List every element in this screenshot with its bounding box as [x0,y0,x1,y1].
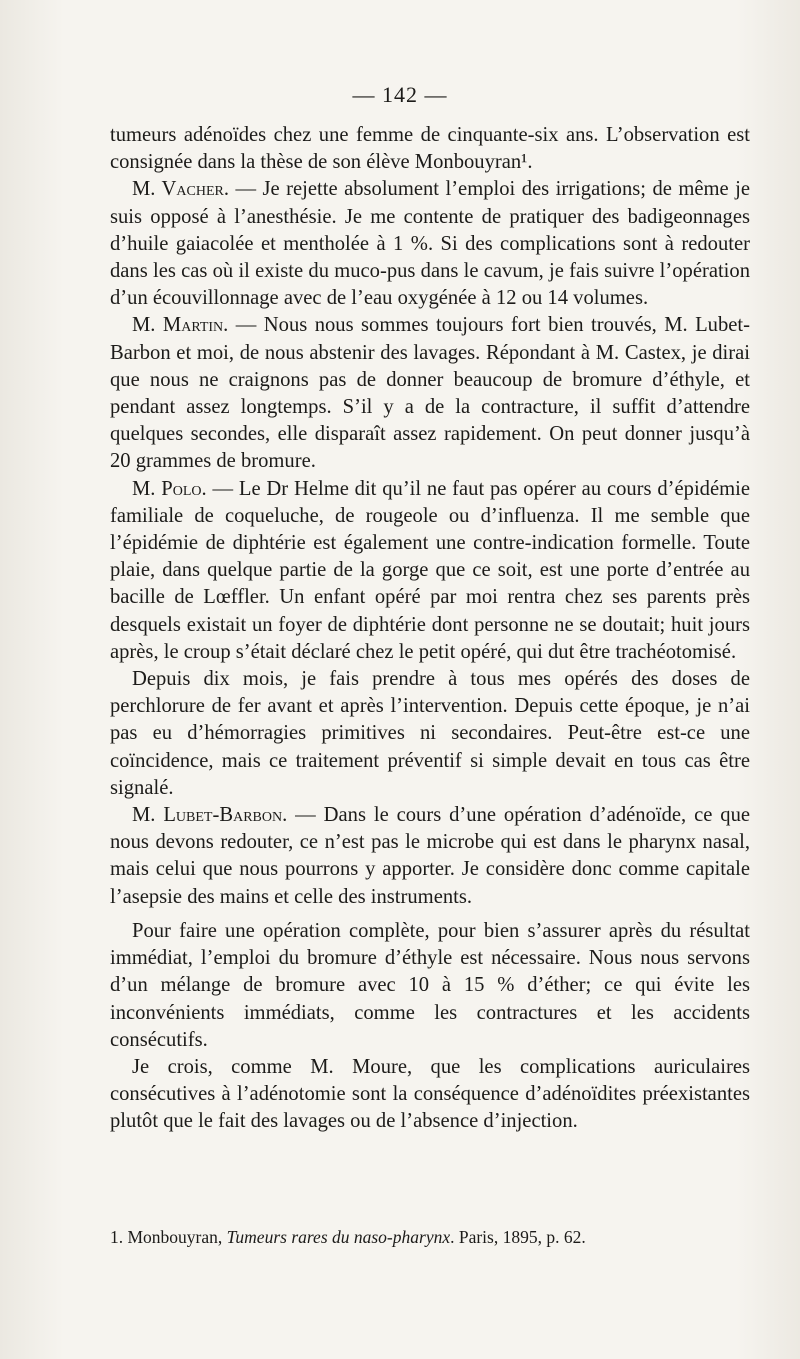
speaker-name: M. Vacher. [132,178,230,201]
footnote-citation: . Paris, 1895, p. 62. [450,1227,586,1247]
paragraph-polo-continued: Depuis dix mois, je fais prendre à tous mes opérés des doses de perchlorure de fer avant et après l’intervention. Depuis cette époque, je n’ai pas eu d’hémorragies primitives ni secondaires. Peut-être est-ce une coïncidence, mais ce traitement préventif si simple devait en tous cas être signalé. [110,668,750,799]
footnote-marker: 1. [110,1227,124,1247]
page-number: — 142 — [352,82,448,107]
paragraph-lubet-barbon-continued: Pour faire une opération complète, pour bien s’assurer après du résultat immédiat, l’emploi du bromure d’éthyle est nécessaire. Nous nous servons d’un mélange de bromure avec 10 à 15 % d’éther; ce qui évite les inconvénients immédiats, comme les contractures et les accidents consécutifs. [110,919,750,1051]
footnote-author: Monbouyran, [123,1227,227,1247]
paragraph-text: — Je rejette absolument l’emploi des irrigations; de même je suis opposé à l’anesthésie. Je me contente de pratiquer des badigeonnages d’huile gaiacolée et mentholée à 1 %. Si des complications sont à redouter dans les cas où il existe du muco-pus dans le cavum, je fais suivre l’opération d’un écouvillonnage avec de l’eau oxygénée à 12 ou 14 volumes. [110,178,750,310]
paragraph-polo [110,476,750,666]
footnote-title: Tumeurs rares du naso-pharynx [226,1227,451,1247]
speaker-name: M. Lubet-Barbon. [132,804,288,827]
speaker-name: M. Martin. [132,314,229,337]
paragraph-vacher [110,176,750,312]
paragraph-martin [110,312,750,475]
body-text [110,122,750,1136]
paragraph-text: — Le Dr Helme dit qu’il ne faut pas opérer au cours d’épidémie familiale de coqueluche, de rougeole ou d’influenza. Il me semble que l’épidémie de diphtérie est également une contre-indication formelle. Toute plaie, dans quelque partie de la gorge que ce soit, est une porte d’entrée au bacille de Lœffler. Un enfant opéré par moi rentra chez ses parents près desquels existait un foyer de diphtérie dont personne ne se doutait; huit jours après, le croup s’était déclaré chez le petit opéré, qui dut être trachéotomisé. [110,477,750,663]
footnote [110,1226,750,1248]
paragraph-continuation: tumeurs adénoïdes chez une femme de cinquante-six ans. L’observation est consignée dans la thèse de son élève Monbouyran¹. [110,124,750,174]
speaker-name: M. Polo. [132,477,207,500]
paragraph-text: — Nous nous sommes toujours fort bien trouvés, M. Lubet-Barbon et moi, de nous abstenir des lavages. Répondant à M. Castex, je dirai que nous ne craignons pas de donner beaucoup de bromure d’éthyle, et pendant assez longtemps. S’il y a de la contracture, il suffit d’attendre quelques secondes, elle disparaît assez rapidement. On peut donner jusqu’à 20 grammes de bromure. [110,314,750,473]
paragraph-text: — Dans le cours d’une opération d’adénoïde, ce que nous devons redouter, ce n’est pas le microbe qui est dans le pharynx nasal, mais celui que nous pourrons y apporter. Je considère donc comme capitale l’asepsie des mains et celle des instruments. [110,804,751,908]
paragraph-lubet-barbon-conclusion: Je crois, comme M. Moure, que les complications auriculaires consécutives à l’adénotomie sont la conséquence d’adénoïdites préexistantes plutôt que le fait des lavages ou de l’absence d’injection. [110,1055,750,1133]
paragraph-lubet-barbon [110,802,750,911]
